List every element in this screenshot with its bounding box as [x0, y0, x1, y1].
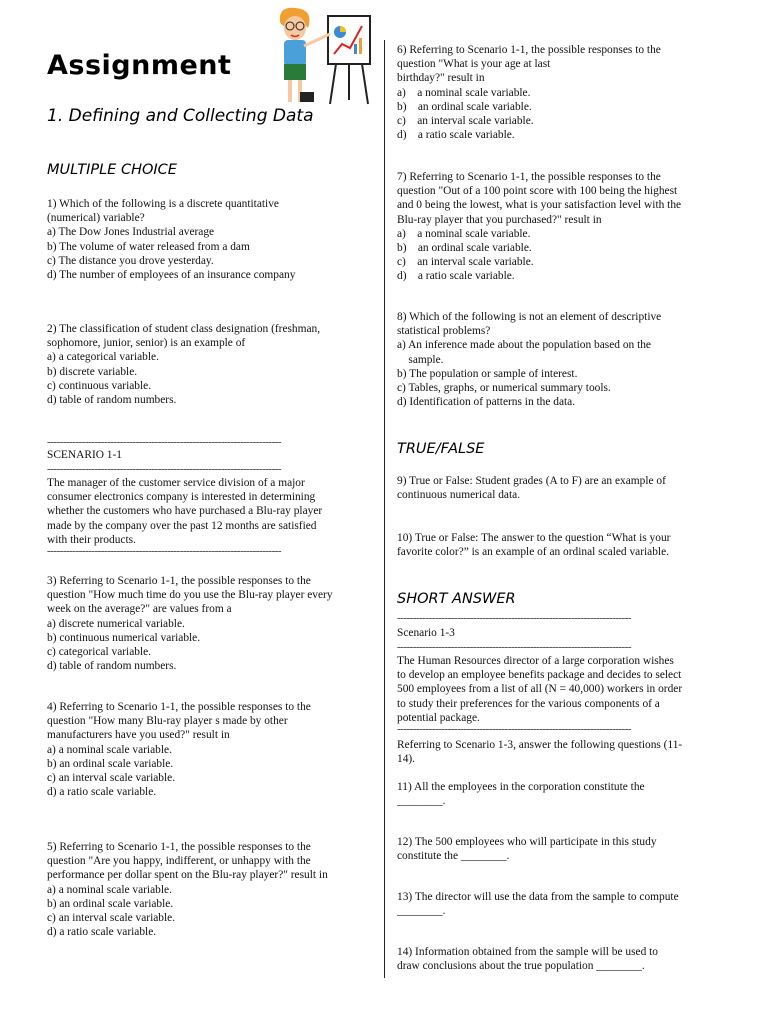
- q7-option: c) an interval scale variable.: [397, 256, 534, 269]
- q7-option: a) a nominal scale variable.: [397, 227, 531, 240]
- q6-option: c) an interval scale variable.: [397, 115, 534, 128]
- question-11: [397, 780, 645, 808]
- divider-dashes: --------------------------------------------------------------------------: [47, 465, 282, 475]
- scenario-line: with their products.: [47, 533, 136, 546]
- q11-line: 11) All the employees in the corporation constitute the: [397, 781, 645, 793]
- question-9: [397, 474, 666, 502]
- q8-stem-line: statistical problems?: [397, 325, 491, 338]
- divider-dashes: --------------------------------------------------------------------------: [397, 725, 632, 735]
- q7-option: d) a ratio scale variable.: [397, 270, 515, 283]
- q4-option: b) an ordinal scale variable.: [47, 757, 174, 770]
- q1-option: a) The Dow Jones Industrial average: [47, 226, 215, 239]
- section-multiple-choice: MULTIPLE CHOICE: [47, 162, 177, 178]
- question-2: [47, 322, 320, 407]
- scenario-1-3-text: [397, 654, 682, 725]
- question-14: [397, 945, 658, 973]
- scenario-line: to study their preferences for the various components of a: [397, 697, 660, 710]
- scenario-line: 500 employees from a list of all (N = 40,000) workers in order: [397, 683, 683, 696]
- q13-line: 13) The director will use the data from the sample to compute: [397, 891, 679, 903]
- q5-stem-line: 5) Referring to Scenario 1-1, the possible responses to the: [47, 841, 311, 853]
- scenario-1-3-instruction: [397, 738, 682, 766]
- q3-option: a) discrete numerical variable.: [47, 617, 185, 630]
- q2-option: d) table of random numbers.: [47, 394, 177, 407]
- q6-option: d) a ratio scale variable.: [397, 129, 515, 142]
- scenario-label: SCENARIO 1-1: [47, 449, 122, 461]
- scenario-1-3-label: [397, 626, 455, 640]
- divider-dashes: --------------------------------------------------------------------------: [397, 643, 632, 653]
- q13-line: ________.: [397, 905, 446, 918]
- q4-option: c) an interval scale variable.: [47, 772, 176, 785]
- q6-stem-line: birthday?" result in: [397, 72, 485, 85]
- divider-dashes: --------------------------------------------------------------------------: [47, 547, 282, 557]
- q12-line: constitute the ________.: [397, 850, 510, 863]
- q2-option: b) discrete variable.: [47, 365, 138, 378]
- q6-option: a) a nominal scale variable.: [397, 86, 531, 99]
- q3-stem-line: question "How much time do you use the Blu-ray player every: [47, 589, 333, 602]
- q4-option: a) a nominal scale variable.: [47, 743, 172, 756]
- question-1: [47, 197, 295, 282]
- q3-option: c) categorical variable.: [47, 646, 152, 659]
- q12-line: 12) The 500 employees who will participate in this study: [397, 836, 657, 848]
- q3-stem-line: 3) Referring to Scenario 1-1, the possible responses to the: [47, 575, 311, 587]
- q2-option: c) continuous variable.: [47, 379, 152, 392]
- q3-option: b) continuous numerical variable.: [47, 631, 201, 644]
- q4-stem-line: manufacturers have you used?" result in: [47, 729, 230, 742]
- question-3: [47, 574, 333, 673]
- q1-stem-line: 1) Which of the following is a discrete quantitative: [47, 198, 279, 210]
- q1-option: b) The volume of water released from a dam: [47, 240, 250, 253]
- q9-line: 9) True or False: Student grades (A to F) are an example of: [397, 475, 666, 487]
- q8-stem-line: 8) Which of the following is not an element of descriptive: [397, 311, 662, 323]
- q6-stem-line: 6) Referring to Scenario 1-1, the possible responses to the: [397, 44, 661, 56]
- question-8: [397, 310, 661, 409]
- question-5: [47, 840, 328, 939]
- scenario-1-1-label: [47, 448, 122, 462]
- q8-option: b) The population or sample of interest.: [397, 367, 578, 380]
- q10-line: favorite color?” is an example of an ordinal scaled variable.: [397, 546, 669, 559]
- q2-stem-line: 2) The classification of student class designation (freshman,: [47, 323, 321, 335]
- q7-stem-line: 7) Referring to Scenario 1-1, the possible responses to the: [397, 171, 661, 183]
- q4-stem-line: 4) Referring to Scenario 1-1, the possible responses to the: [47, 701, 311, 713]
- q8-option: c) Tables, graphs, or numerical summary tools.: [397, 382, 611, 395]
- q14-line: 14) Information obtained from the sample will be used to: [397, 946, 658, 958]
- q5-option: c) an interval scale variable.: [47, 912, 176, 925]
- teacher-illustration-icon: [270, 4, 380, 110]
- question-12: [397, 835, 657, 863]
- scenario-line: The manager of the customer service division of a major: [47, 477, 305, 489]
- q4-stem-line: question "How many Blu-ray player s made by other: [47, 715, 288, 728]
- q5-option: a) a nominal scale variable.: [47, 883, 172, 896]
- q14-line: draw conclusions about the true population ________.: [397, 960, 645, 973]
- scenario-line: whether the customers who have purchased a Blu-ray player: [47, 505, 323, 518]
- q5-stem-line: performance per dollar spent on the Blu-ray player?" result in: [47, 869, 328, 882]
- q3-stem-line: week on the average?" are values from a: [47, 603, 232, 616]
- question-13: [397, 890, 679, 918]
- q7-option: b) an ordinal scale variable.: [397, 242, 532, 255]
- q7-stem-line: question "Out of a 100 point score with 100 being the highest: [397, 185, 678, 198]
- scenario-line: to develop an employee benefits package and decides to select: [397, 669, 682, 682]
- q4-option: d) a ratio scale variable.: [47, 786, 157, 799]
- question-6: [397, 43, 661, 142]
- q10-line: 10) True or False: The answer to the question “What is your: [397, 532, 671, 544]
- column-divider: [384, 40, 385, 978]
- q5-option: b) an ordinal scale variable.: [47, 897, 174, 910]
- instruction-line: 14).: [397, 753, 416, 766]
- instruction-line: Referring to Scenario 1-3, answer the following questions (11-: [397, 739, 683, 751]
- scenario-line: made by the company over the past 12 months are satisfied: [47, 519, 317, 532]
- q5-stem-line: question "Are you happy, indifferent, or unhappy with the: [47, 855, 311, 868]
- section-short-answer: SHORT ANSWER: [397, 591, 516, 607]
- divider-dashes: --------------------------------------------------------------------------: [397, 614, 632, 624]
- question-7: [397, 170, 681, 284]
- q6-stem-line: question "What is your age at last: [397, 58, 551, 71]
- scenario-line: The Human Resources director of a large corporation wishes: [397, 655, 674, 667]
- q8-option: d) Identification of patterns in the data.: [397, 396, 576, 409]
- q1-stem-line: (numerical) variable?: [47, 212, 145, 225]
- q5-option: d) a ratio scale variable.: [47, 926, 157, 939]
- scenario-line: potential package.: [397, 711, 480, 724]
- q7-stem-line: and 0 being the lowest, what is your satisfaction level with the: [397, 199, 682, 212]
- q2-stem-line: sophomore, junior, senior) is an example of: [47, 337, 246, 350]
- q6-option: b) an ordinal scale variable.: [397, 100, 532, 113]
- q9-line: continuous numerical data.: [397, 489, 521, 502]
- q2-option: a) a categorical variable.: [47, 351, 159, 364]
- scenario-line: consumer electronics company is interested in determining: [47, 491, 316, 504]
- q8-option: sample.: [397, 353, 444, 366]
- section-true-false: TRUE/FALSE: [397, 441, 485, 457]
- q3-option: d) table of random numbers.: [47, 660, 177, 673]
- q1-option: d) The number of employees of an insurance company: [47, 269, 296, 282]
- page-title: Assignment: [47, 50, 232, 81]
- divider-dashes: --------------------------------------------------------------------------: [47, 438, 282, 448]
- scenario-1-1-text: [47, 476, 322, 547]
- scenario-label: Scenario 1-3: [397, 627, 455, 639]
- q8-option: a) An inference made about the population based on the: [397, 339, 651, 352]
- q1-option: c) The distance you drove yesterday.: [47, 254, 214, 267]
- question-4: [47, 700, 311, 799]
- page-subtitle: 1. Defining and Collecting Data: [47, 106, 314, 126]
- q7-stem-line: Blu-ray player that you purchased?" result in: [397, 213, 602, 226]
- q11-line: ________.: [397, 795, 446, 808]
- question-10: [397, 531, 670, 559]
